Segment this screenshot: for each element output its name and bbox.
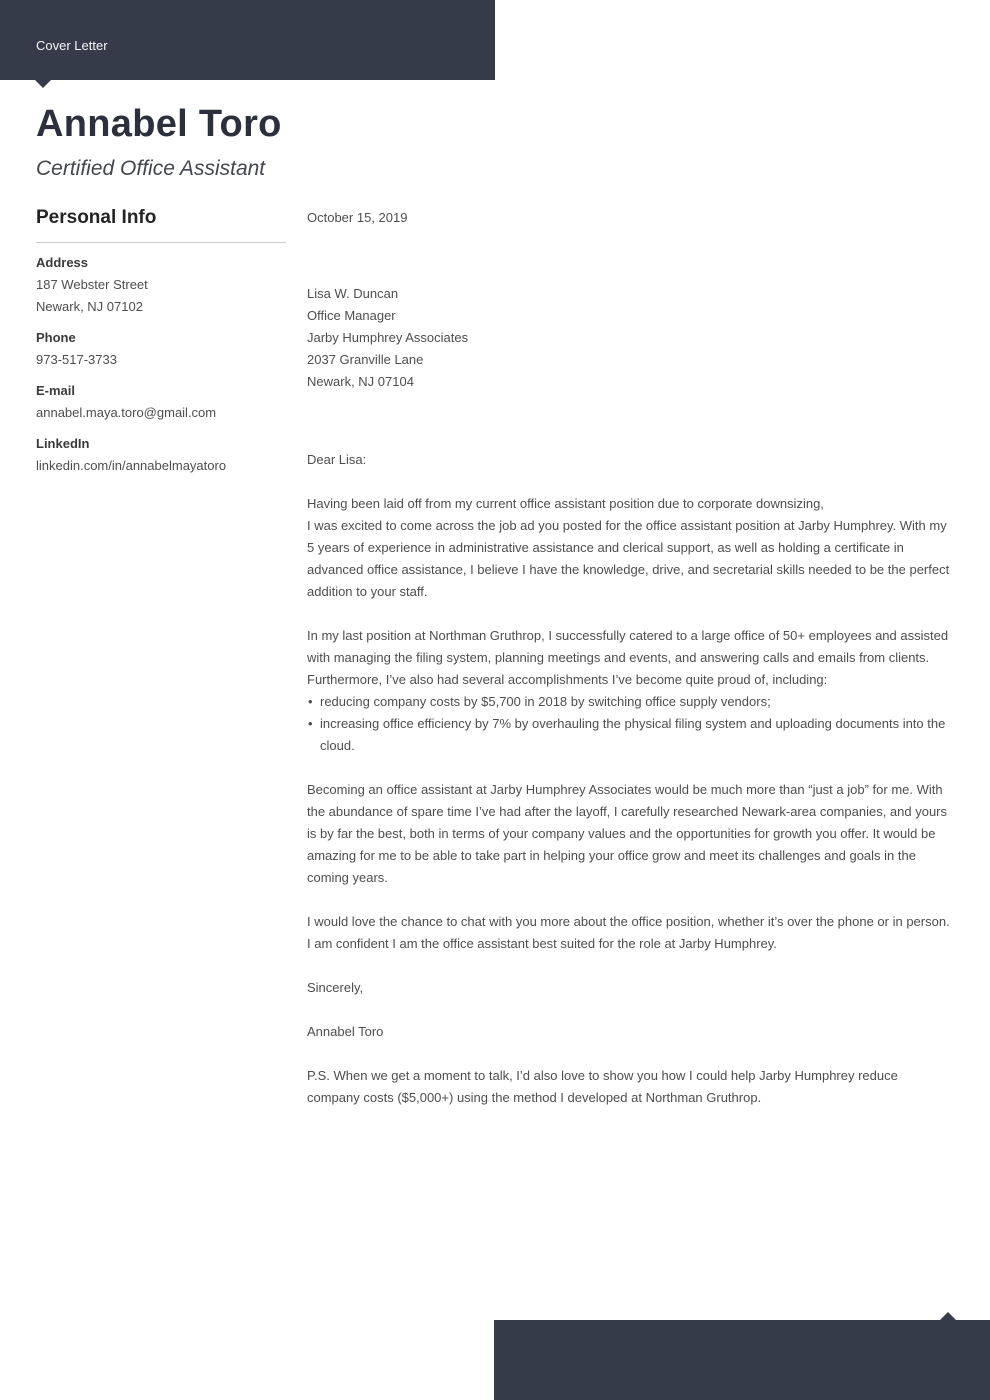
personal-info-label: E-mail <box>36 383 76 398</box>
letter-paragraph: I would love the chance to chat with you more about the office position, whether it’s over the phone or in person. I am confident I am the office assistant best suited for the role at Jarby Humphrey. <box>307 914 950 951</box>
list-item <box>307 713 950 757</box>
list-item-text: increasing office efficiency by 7% by overhauling the physical filing system and uploading documents into the cloud. <box>320 716 946 753</box>
header-pointer-diamond-icon <box>35 80 51 88</box>
letter-paragraph: Becoming an office assistant at Jarby Humphrey Associates would be much more than “just a job” for me. With the abundance of spare time I’ve had after the layoff, I carefully researched Newark-area companies, and yours is by far the best, both in terms of your company values and the opportunities for growth you offer. It would be amazing for me to be able to take part in helping your office grow and meet its challenges and goals in the coming years. <box>307 782 948 885</box>
letter-body <box>307 207 950 1131</box>
applicant-name: Annabel Toro <box>36 103 282 145</box>
personal-info-section <box>36 252 286 318</box>
personal-info-value: 973-517-3733 <box>36 352 117 367</box>
letter-paragraph: In my last position at Northman Gruthrop, I successfully catered to a large office of 50+ employees and assisted with managing the filing system, planning meetings and events, and answering calls and emails from clients. Furthermore, I’ve also had several accomplishments I’ve become quite proud of, including: <box>307 628 949 687</box>
personal-info-sections <box>36 252 286 477</box>
personal-info-panel <box>36 207 286 477</box>
list-item-text: reducing company costs by $5,700 in 2018 by switching office supply vendors; <box>320 694 771 709</box>
letter-paragraph: P.S. When we get a moment to talk, I’d also love to show you how I could help Jarby Humphrey reduce company costs ($5,000+) using the method I developed at Northman Gruthrop. <box>307 1068 898 1105</box>
applicant-job-title: Certified Office Assistant <box>36 157 266 180</box>
salutation: Dear Lisa: <box>307 452 367 467</box>
recipient-line: Lisa W. Duncan <box>307 286 399 301</box>
personal-info-value: 187 Webster Street <box>36 277 148 292</box>
footer-pointer-diamond-icon <box>940 1312 956 1320</box>
personal-info-section <box>36 380 286 424</box>
letter-date: October 15, 2019 <box>307 210 408 225</box>
personal-info-section <box>36 327 286 371</box>
personal-info-value: Newark, NJ 07102 <box>36 299 143 314</box>
document-type-label: Cover Letter <box>36 38 108 53</box>
personal-info-value: linkedin.com/in/annabelmayatoro <box>36 458 227 473</box>
personal-info-label: Address <box>36 255 89 270</box>
list-item <box>307 691 950 713</box>
header-bar <box>0 0 495 80</box>
personal-info-section <box>36 433 286 477</box>
personal-info-label: LinkedIn <box>36 436 90 451</box>
footer-bar <box>494 1320 990 1400</box>
personal-info-label: Phone <box>36 330 76 345</box>
letter-paragraph: Sincerely, <box>307 980 364 995</box>
recipient-line: Newark, NJ 07104 <box>307 374 414 389</box>
recipient-line: Jarby Humphrey Associates <box>307 330 469 345</box>
bullet-icon: • <box>308 694 313 709</box>
letter-paragraph: Annabel Toro <box>307 1024 384 1039</box>
personal-info-title: Personal Info <box>36 207 286 243</box>
bullet-icon: • <box>308 716 313 731</box>
recipient-block <box>307 283 950 393</box>
letter-paragraphs <box>307 493 950 1109</box>
recipient-line: 2037 Granville Lane <box>307 352 424 367</box>
letter-paragraph: Having been laid off from my current office assistant position due to corporate downsizing, I was excited to come across the job ad you posted for the office assistant position at Jarby Humphrey. With my 5 years of experience in administrative assistance and clerical support, as well as holding a certificate in advanced office assistance, I believe I have the knowledge, drive, and secretarial skills needed to be the perfect addition to your staff. <box>307 496 950 599</box>
letter-bullet-list <box>307 691 950 757</box>
personal-info-value: annabel.maya.toro@gmail.com <box>36 405 217 420</box>
recipient-line: Office Manager <box>307 308 396 323</box>
